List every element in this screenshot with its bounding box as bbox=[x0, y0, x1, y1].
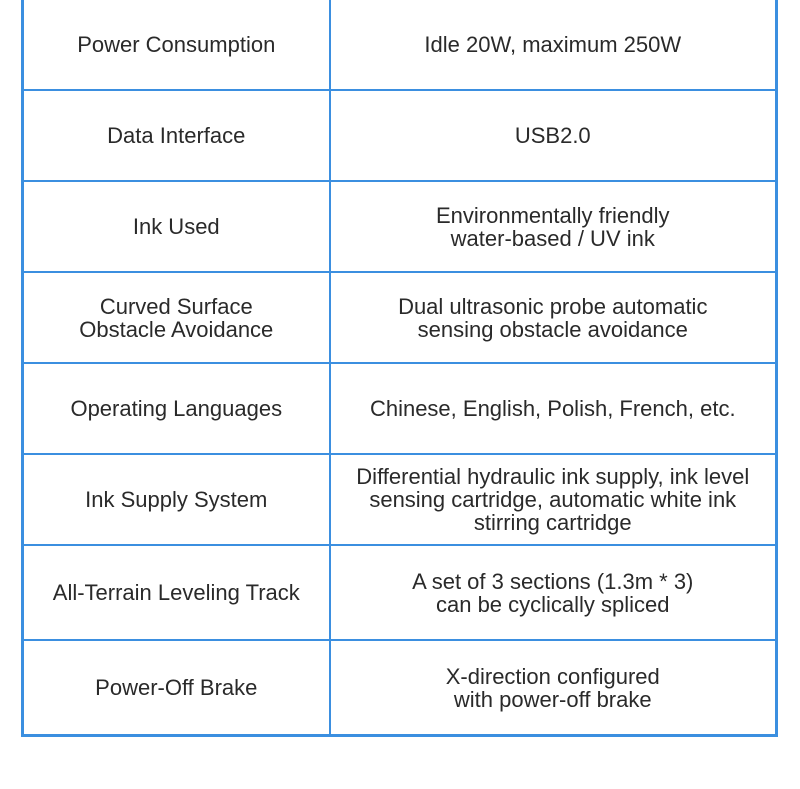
spec-label: Curved Surface Obstacle Avoidance bbox=[23, 272, 330, 363]
table-row bbox=[23, 90, 777, 181]
table-row bbox=[23, 454, 777, 545]
spec-value: USB2.0 bbox=[330, 90, 777, 181]
spec-label: Ink Supply System bbox=[23, 454, 330, 545]
spec-value: Differential hydraulic ink supply, ink level sensing cartridge, automatic white ink stirring cartridge bbox=[330, 454, 777, 545]
spec-value: A set of 3 sections (1.3m * 3) can be cyclically spliced bbox=[330, 545, 777, 640]
spec-value: Chinese, English, Polish, French, etc. bbox=[330, 363, 777, 454]
spec-label: Power Consumption bbox=[23, 0, 330, 90]
table-row bbox=[23, 0, 777, 90]
spec-label: Data Interface bbox=[23, 90, 330, 181]
spec-value: Idle 20W, maximum 250W bbox=[330, 0, 777, 90]
spec-table bbox=[21, 0, 778, 737]
spec-value: Dual ultrasonic probe automatic sensing obstacle avoidance bbox=[330, 272, 777, 363]
spec-value: X-direction configured with power-off brake bbox=[330, 640, 777, 736]
table-row bbox=[23, 272, 777, 363]
table-row bbox=[23, 181, 777, 272]
table-row bbox=[23, 363, 777, 454]
table-row bbox=[23, 640, 777, 736]
spec-value: Environmentally friendly water-based / UV ink bbox=[330, 181, 777, 272]
spec-label: Operating Languages bbox=[23, 363, 330, 454]
spec-label: All-Terrain Leveling Track bbox=[23, 545, 330, 640]
spec-label: Power-Off Brake bbox=[23, 640, 330, 736]
table-row bbox=[23, 545, 777, 640]
spec-label: Ink Used bbox=[23, 181, 330, 272]
